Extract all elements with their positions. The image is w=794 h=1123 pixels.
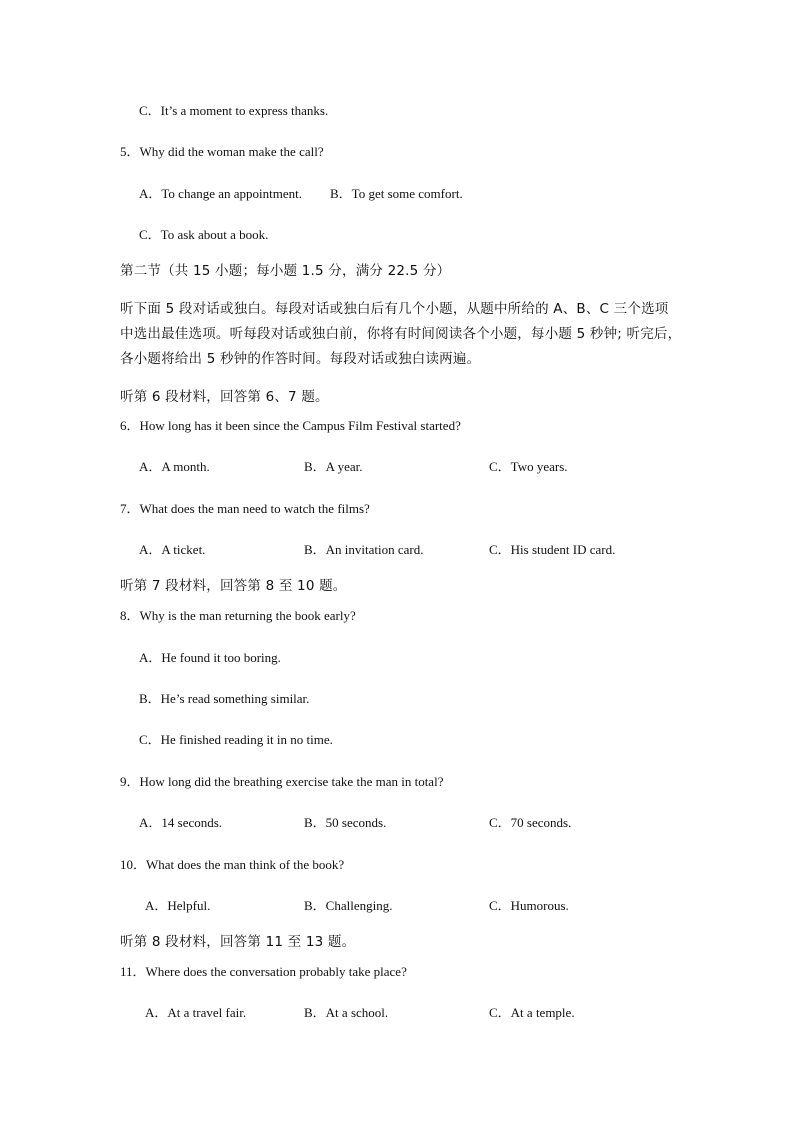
q11-option-a: A．At a travel fair. xyxy=(145,1005,247,1020)
q9-option-c: C．70 seconds. xyxy=(489,815,572,830)
q9-option-b: B．50 seconds. xyxy=(304,815,387,830)
question-6: 6．How long has it been since the Campus Film Festival started? xyxy=(120,418,461,433)
q10-option-a: A．Helpful. xyxy=(145,898,211,913)
q6-option-c: C．Two years. xyxy=(489,459,568,474)
material-6-heading: 听第 6 段材料，回答第 6、7 题。 xyxy=(120,389,329,405)
q11-option-c: C．At a temple. xyxy=(489,1005,575,1020)
q5-option-c: C．To ask about a book. xyxy=(139,227,269,242)
q8-option-b: B．He’s read something similar. xyxy=(139,691,310,706)
question-10: 10．What does the man think of the book? xyxy=(120,857,345,872)
q6-option-a: A．A month. xyxy=(139,459,210,474)
q10-option-c: C．Humorous. xyxy=(489,898,569,913)
material-7-heading: 听第 7 段材料，回答第 8 至 10 题。 xyxy=(120,578,347,594)
q5-option-b: B．To get some comfort. xyxy=(330,186,463,201)
q7-option-a: A．A ticket. xyxy=(139,542,206,557)
question-11: 11．Where does the conversation probably take place? xyxy=(120,964,407,979)
instructions-line-1: 听下面 5 段对话或独白。每段对话或独白后有几个小题，从题中所给的 A、B、C 三个选项 xyxy=(120,301,669,317)
q5-option-a: A．To change an appointment. xyxy=(139,186,302,201)
question-5: 5．Why did the woman make the call? xyxy=(120,144,324,159)
q10-option-b: B．Challenging. xyxy=(304,898,393,913)
instructions-line-3: 各小题将给出 5 秒钟的作答时间。每段对话或独白读两遍。 xyxy=(120,351,481,367)
section-2-header: 第二节（共 15 小题；每小题 1.5 分，满分 22.5 分） xyxy=(120,263,451,279)
q9-option-a: A．14 seconds. xyxy=(139,815,223,830)
q6-option-b: B．A year. xyxy=(304,459,363,474)
q4-option-c: C．It’s a moment to express thanks. xyxy=(139,103,329,118)
q8-option-a: A．He found it too boring. xyxy=(139,650,281,665)
instructions-line-2: 中选出最佳选项。听每段对话或独白前，你将有时间阅读各个小题，每小题 5 秒钟; 听完后， xyxy=(120,326,682,342)
material-8-heading: 听第 8 段材料，回答第 11 至 13 题。 xyxy=(120,934,356,950)
question-7: 7．What does the man need to watch the films? xyxy=(120,501,370,516)
question-9: 9．How long did the breathing exercise take the man in total? xyxy=(120,774,444,789)
question-8: 8．Why is the man returning the book early? xyxy=(120,608,356,623)
q7-option-c: C．His student ID card. xyxy=(489,542,616,557)
q11-option-b: B．At a school. xyxy=(304,1005,389,1020)
q8-option-c: C．He finished reading it in no time. xyxy=(139,732,333,747)
q7-option-b: B．An invitation card. xyxy=(304,542,424,557)
